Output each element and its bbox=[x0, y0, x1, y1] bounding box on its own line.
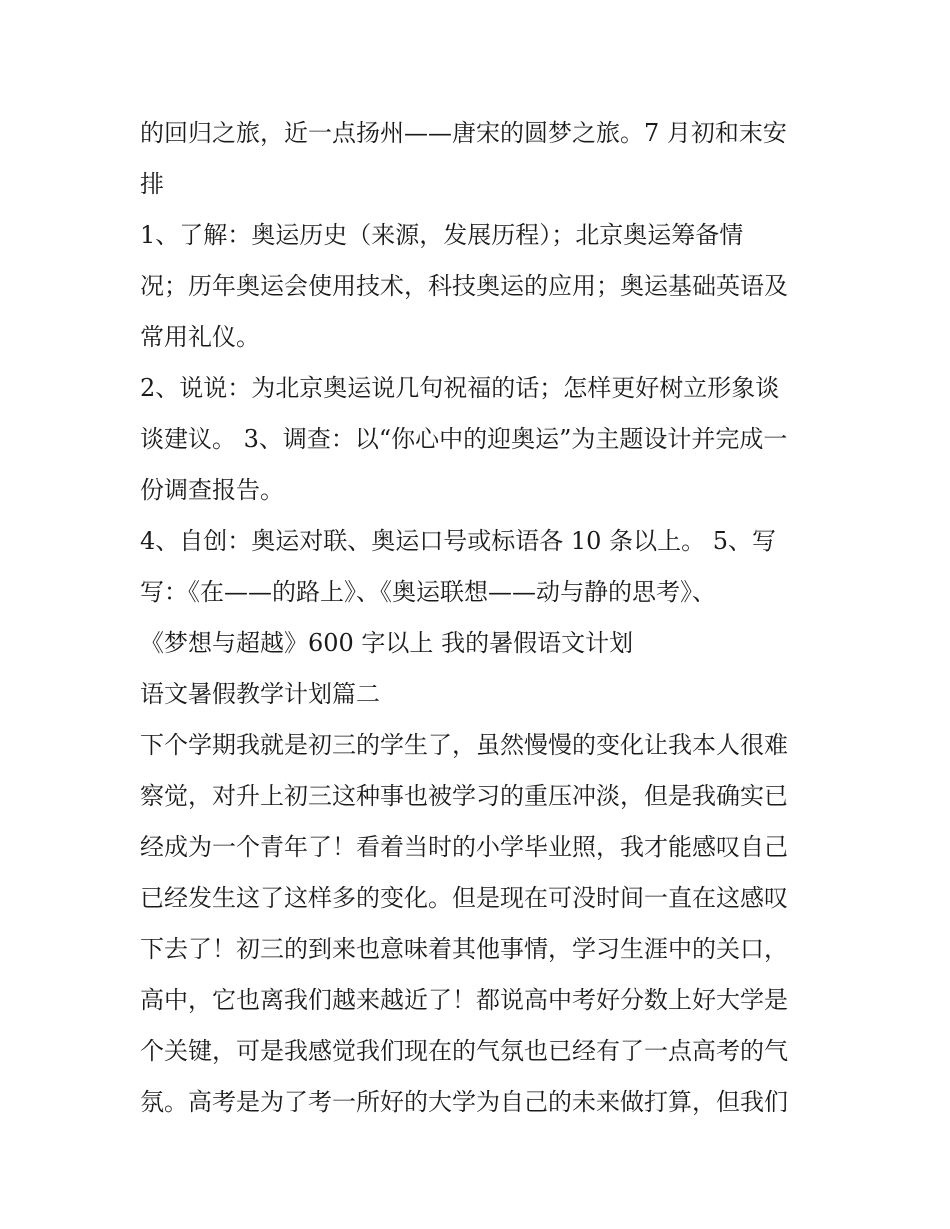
text-line: 2、说说：为北京奥运说几句祝福的话；怎样更好树立形象谈 bbox=[140, 374, 780, 402]
text-line: 下去了！初三的到来也意味着其他事情，学习生涯中的关口， bbox=[140, 935, 788, 963]
text-line: 《梦想与超越》600 字以上 我的暑假语文计划 bbox=[140, 629, 634, 657]
text-line: 况；历年奥运会使用技术，科技奥运的应用；奥运基础英语及 bbox=[140, 272, 788, 300]
text-line: 排 bbox=[140, 170, 164, 198]
section-heading: 语文暑假教学计划篇二 bbox=[140, 680, 380, 708]
text-line: 写：《在——的路上》、《奥运联想——动与静的思考》、 bbox=[140, 578, 716, 606]
text-line: 经成为一个青年了！看着当时的小学毕业照，我才能感叹自己 bbox=[140, 833, 788, 861]
body-text bbox=[140, 108, 820, 1128]
text-line: 份调查报告。 bbox=[140, 476, 284, 504]
text-line: 氛。高考是为了考一所好的大学为自己的未来做打算，但我们 bbox=[140, 1088, 788, 1116]
text-line: 的回归之旅，近一点扬州——唐宋的圆梦之旅。7 月初和末安 bbox=[140, 119, 787, 147]
text-line: 个关键，可是我感觉我们现在的气氛也已经有了一点高考的气 bbox=[140, 1037, 788, 1065]
text-line: 察觉，对升上初三这种事也被学习的重压冲淡，但是我确实已 bbox=[140, 782, 788, 810]
text-line: 高中，它也离我们越来越近了！都说高中考好分数上好大学是 bbox=[140, 986, 788, 1014]
text-line: 下个学期我就是初三的学生了，虽然慢慢的变化让我本人很难 bbox=[140, 731, 788, 759]
text-line: 已经发生这了这样多的变化。但是现在可没时间一直在这感叹 bbox=[140, 884, 788, 912]
text-line: 常用礼仪。 bbox=[140, 323, 260, 351]
text-line: 4、自创：奥运对联、奥运口号或标语各 10 条以上。 5、写 bbox=[140, 527, 776, 555]
text-line: 1、了解：奥运历史（来源，发展历程）；北京奥运筹备情 bbox=[140, 221, 744, 249]
text-line: 谈建议。 3、调查：以“你心中的迎奥运”为主题设计并完成一 bbox=[140, 425, 788, 453]
